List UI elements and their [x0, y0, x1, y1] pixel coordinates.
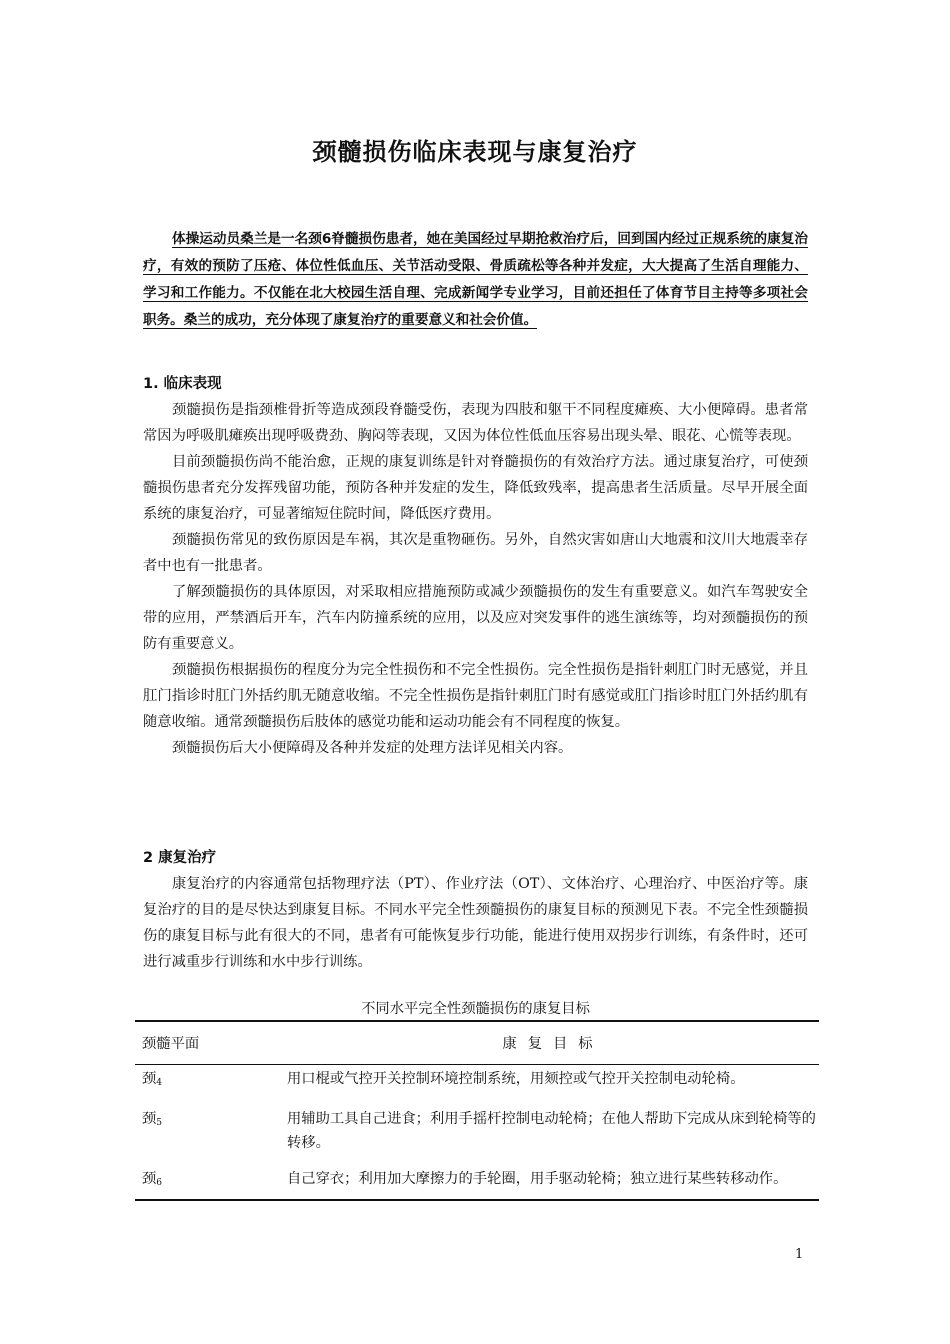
document-title: 颈髓损伤临床表现与康复治疗	[312, 137, 638, 166]
spinal-level-cell	[135, 1165, 287, 1200]
rehab-goals-table	[135, 1020, 819, 1201]
table-header-row	[135, 1021, 819, 1065]
paragraph: 颈髓损伤是指颈椎骨折等造成颈段脊髓受伤，表现为四肢和躯干不同程度瘫痪、大小便障碍。患者常常因为呼吸肌瘫痪出现呼吸费劲、胸闷等表现，又因为体位性低血压容易出现头晕、眼花、心慌等表现。	[143, 402, 808, 444]
paragraph: 了解颈髓损伤的具体原因，对采取相应措施预防或减少颈髓损伤的发生有重要意义。如汽车驾驶安全带的应用，严禁酒后开车，汽车内防撞系统的应用，以及应对突发事件的逃生演练等，均对颈髓损伤的预防有重要意义。	[143, 584, 808, 652]
spinal-level-cell	[135, 1105, 287, 1165]
table-row	[135, 1165, 819, 1200]
paragraph: 颈髓损伤后大小便障碍及各种并发症的处理方法详见相关内容。	[172, 740, 573, 756]
spinal-level-cell	[135, 1065, 287, 1106]
column-header-level: 颈髓平面	[142, 1036, 200, 1052]
level-label: 颈	[142, 1111, 157, 1127]
section-rehabilitation-treatment	[143, 845, 808, 975]
paragraph: 颈髓损伤根据损伤的程度分为完全性损伤和不完全性损伤。完全性损伤是指针刺肛门时无感觉，并且肛门指诊时肛门外括约肌无随意收缩。不完全性损伤是指针刺肛门时有感觉或肛门指诊时肛门外括约肌有随意收缩。通常颈髓损伤后肢体的感觉功能和运动功能会有不同程度的恢复。	[143, 662, 808, 730]
column-header-goal: 康复目标	[502, 1036, 604, 1052]
section-clinical-manifestations	[143, 371, 808, 761]
goal-cell: 用辅助工具自己进食；利用手摇杆控制电动轮椅；在他人帮助下完成从床到轮椅等的转移。	[287, 1111, 816, 1151]
level-subscript: 5	[156, 1118, 163, 1128]
level-subscript: 6	[156, 1178, 163, 1188]
section-heading: 1. 临床表现	[143, 376, 222, 392]
goal-cell: 自己穿衣；利用加大摩擦力的手轮圈，用手驱动轮椅；独立进行某些转移动作。	[287, 1171, 788, 1187]
intro-text: 体操运动员桑兰是一名颈6脊髓损伤患者，她在美国经过早期抢救治疗后，回到国内经过正规系统的康复治疗，有效的预防了压疮、体位性低血压、关节活动受限、骨质疏松等各种并发症，大大提高了生活自理能力、学习和工作能力。不仅能在北大校园生活自理、完成新闻学专业学习，目前还担任了体育节目主持等多项社会职务。桑兰的成功，充分体现了康复治疗的重要意义和社会价值。	[143, 231, 808, 328]
section-heading: 2 康复治疗	[143, 850, 217, 866]
intro-highlight-paragraph	[143, 226, 808, 334]
paragraph: 目前颈髓损伤尚不能治愈，正规的康复训练是针对脊髓损伤的有效治疗方法。通过康复治疗，可使颈髓损伤患者充分发挥残留功能，预防各种并发症的发生，降低致残率，提高患者生活质量。尽早开展全面系统的康复治疗，可显著缩短住院时间，降低医疗费用。	[143, 454, 808, 522]
page-number: 1	[795, 1247, 804, 1262]
goal-cell: 用口棍或气控开关控制环境控制系统，用颏控或气控开关控制电动轮椅。	[287, 1071, 745, 1087]
paragraph: 颈髓损伤常见的致伤原因是车祸，其次是重物砸伤。另外，自然灾害如唐山大地震和汶川大地震幸存者中也有一批患者。	[143, 532, 808, 574]
level-label: 颈	[142, 1171, 157, 1187]
paragraph: 康复治疗的内容通常包括物理疗法（PT）、作业疗法（OT）、文体治疗、心理治疗、中医治疗等。康复治疗的目的是尽快达到康复目标。不同水平完全性颈髓损伤的康复目标的预测见下表。不完全性颈髓损伤的康复目标与此有很大的不同，患者有可能恢复步行功能，能进行使用双拐步行训练，有条件时，还可进行减重步行训练和水中步行训练。	[143, 876, 808, 970]
level-subscript: 4	[156, 1078, 163, 1088]
table-row	[135, 1065, 819, 1106]
level-label: 颈	[142, 1071, 157, 1087]
table-caption: 不同水平完全性颈髓损伤的康复目标	[361, 1001, 590, 1017]
table-row	[135, 1105, 819, 1165]
